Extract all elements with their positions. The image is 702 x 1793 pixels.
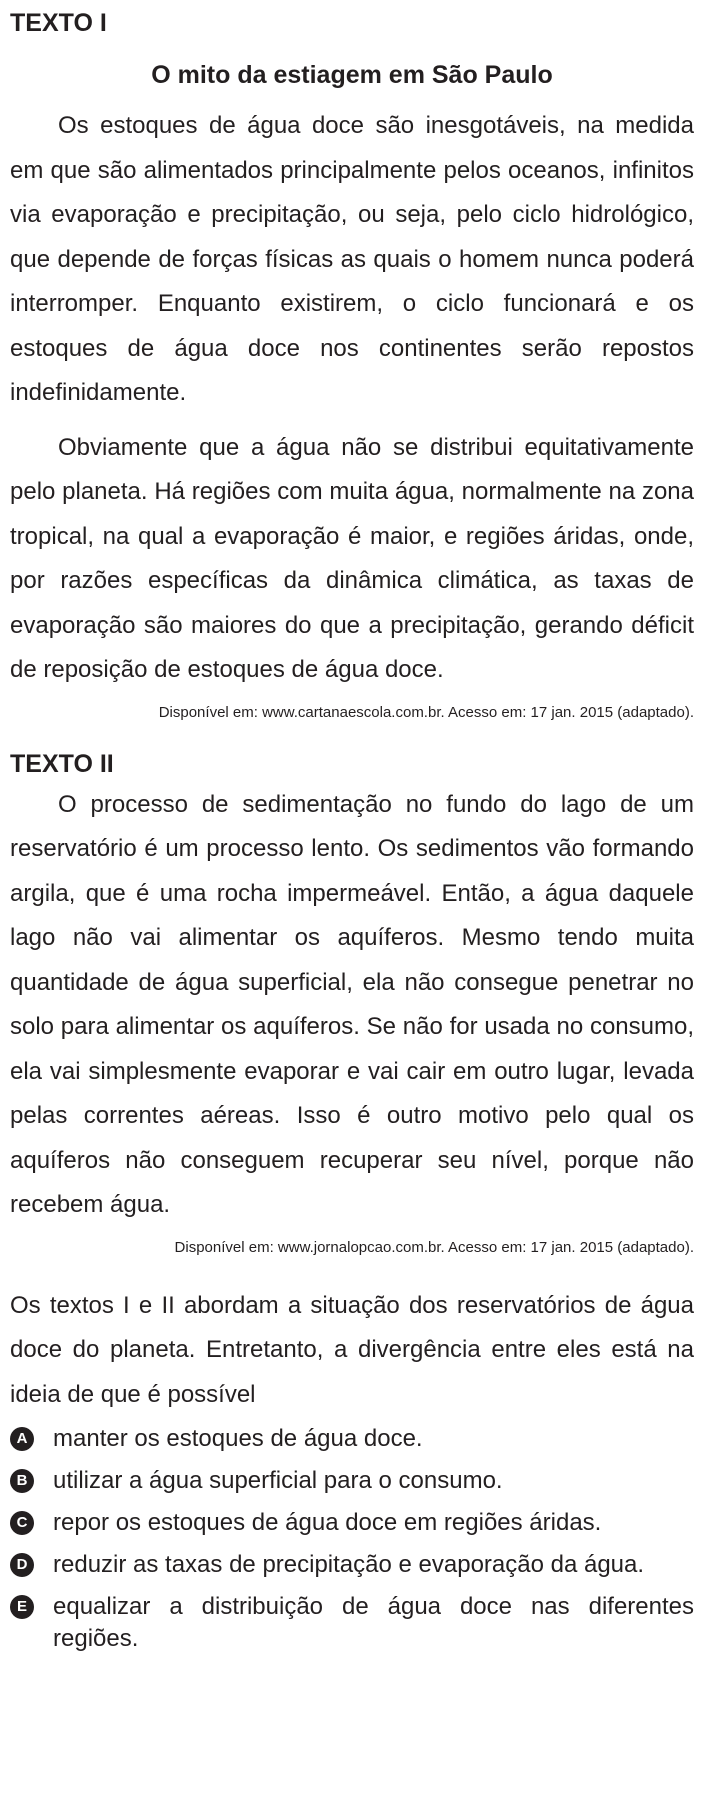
text2-paragraph-1: O processo de sedimentação no fundo do lago de um reservatório é um processo lento. Os sedimentos vão formando argila, que é uma rocha impermeável. Então, a água daquele lago não vai alimentar os aquíferos. Mesmo tendo muita quantidade de água superficial, ela não consegue penetrar no solo para alimentar os aquíferos. Se não for usada no consumo, ela vai simplesmente evaporar e vai cair em outro lugar, levada pelas correntes aéreas. Isso é outro motivo pelo qual os aquíferos não conseguem recuperar seu nível, porque não recebem água. [10,790,694,1218]
option-b-text: utilizar a água superficial para o consumo. [53,1467,503,1494]
option-d-text: reduzir as taxas de precipitação e evaporação da água. [53,1551,645,1578]
text1-heading: TEXTO I [10,9,107,37]
option-a-letter-icon: A [10,1427,34,1451]
question-stem: Os textos I e II abordam a situação dos reservatórios de água doce do planeta. Entretanto, a divergência entre eles está na ideia de que é possível [10,1291,694,1408]
option-b[interactable] [10,1465,694,1497]
option-b-letter-icon: B [10,1469,34,1493]
option-d[interactable] [10,1549,694,1581]
option-c-text: repor os estoques de água doce em regiões áridas. [53,1509,602,1536]
text1-paragraph-2: Obviamente que a água não se distribui equitativamente pelo planeta. Há regiões com muita água, normalmente na zona tropical, na qual a evaporação é maior, e regiões áridas, onde, por razões específicas da dinâmica climática, as taxas de evaporação são maiores do que a precipitação, gerando déficit de reposição de estoques de água doce. [10,433,694,683]
option-e-text: equalizar a distribuição de água doce nas diferentes regiões. [53,1593,694,1652]
option-a-text: manter os estoques de água doce. [53,1425,423,1452]
text2-source: Disponível em: www.jornalopcao.com.br. Acesso em: 17 jan. 2015 (adaptado). [174,1238,694,1256]
text1-source: Disponível em: www.cartanaescola.com.br. Acesso em: 17 jan. 2015 (adaptado). [158,703,694,721]
option-a[interactable] [10,1423,694,1455]
text1-paragraph-1: Os estoques de água doce são inesgotáveis, na medida em que são alimentados principalmente pelos oceanos, infinitos via evaporação e precipitação, ou seja, pelo ciclo hidrológico, que depende de forças físicas as quais o homem nunca poderá interromper. Enquanto existirem, o ciclo funcionará e os estoques de água doce nos continentes serão repostos indefinidamente. [10,112,694,406]
option-e[interactable] [10,1591,694,1655]
text1-title: O mito da estiagem em São Paulo [151,61,553,89]
option-c[interactable] [10,1507,694,1539]
option-e-letter-icon: E [10,1595,34,1619]
answer-options [10,1423,694,1655]
option-c-letter-icon: C [10,1511,34,1535]
option-d-letter-icon: D [10,1553,34,1577]
text2-heading: TEXTO II [10,749,114,778]
